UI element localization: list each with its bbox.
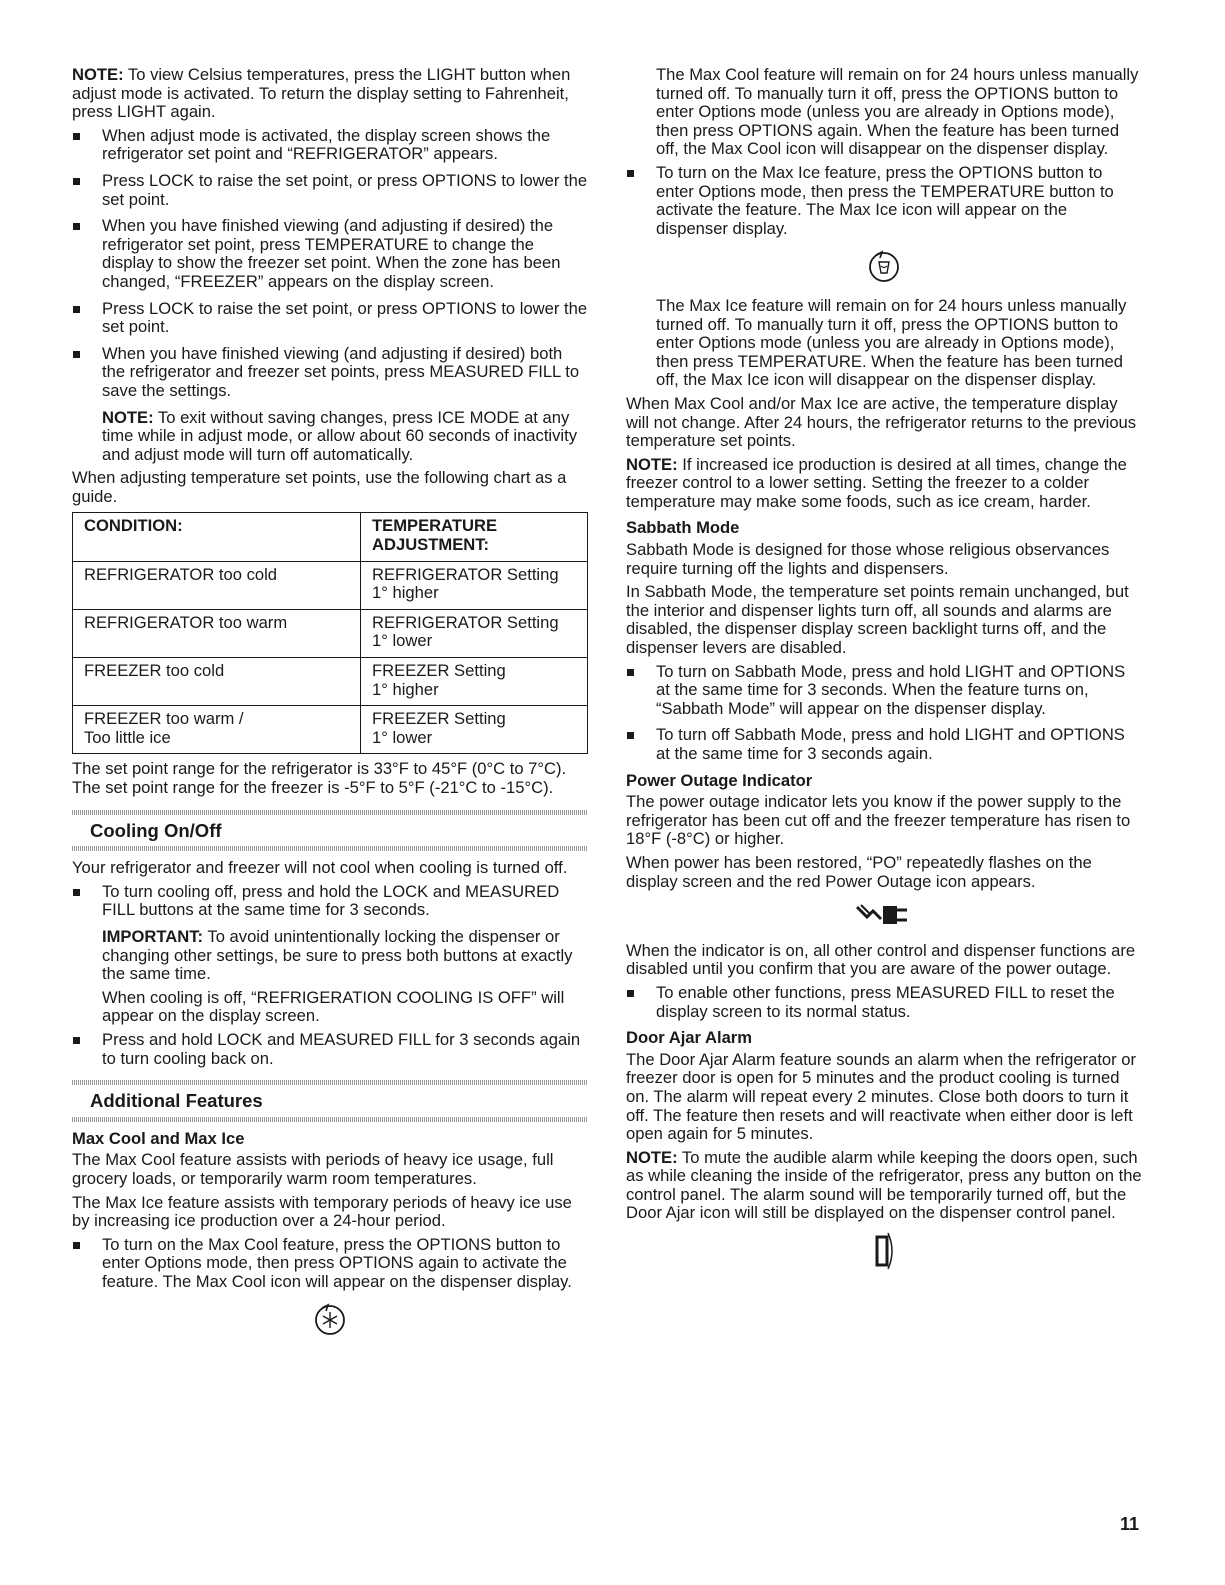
divider — [72, 846, 588, 851]
left-column — [72, 66, 588, 1350]
temperature-table — [72, 512, 588, 754]
cooling-off-text: When cooling is off, “REFRIGERATION COOLING IS OFF” will appear on the display screen. — [102, 987, 565, 1026]
note-mute: NOTE: To mute the audible alarm while keeping the doors open, such as while cleaning the inside of the refrigerator, press any button on the control panel. The alarm sound will be temporarily turned off, but the Door Ajar icon will still be displayed on the dispenser control panel. — [626, 1147, 1142, 1223]
bullet-adjust-mode: When adjust mode is activated, the display screen shows the refrigerator set point and “REFRIGERATOR” appears. — [72, 127, 588, 164]
bullet-maxcool-on: To turn on the Max Cool feature, press the OPTIONS button to enter Options mode, then press OPTIONS again to activate the feature. The Max Cool icon will appear on the dispenser display. — [72, 1236, 588, 1292]
bullet-maxice-on: To turn on the Max Ice feature, press the OPTIONS button to enter Options mode, then press the TEMPERATURE button to activate the feature. The Max Ice icon will appear on the dispenser display. — [626, 164, 1142, 238]
maxcool-remain: The Max Cool feature will remain on for 24 hours unless manually turned off. To manually turn it off, press the OPTIONS button to enter Options mode (unless you are already in Options mode), then press OPTIONS again. When the feature has been turned off, the Max Cool icon will disappear on the dispenser display. — [656, 65, 1139, 159]
bullet-cooling-on: Press and hold LOCK and MEASURED FILL for 3 seconds again to turn cooling back on. — [72, 1031, 588, 1068]
bullet-lock-raise: Press LOCK to raise the set point, or press OPTIONS to lower the set point. — [72, 172, 588, 209]
bullet-cooling-off: To turn cooling off, press and hold the LOCK and MEASURED FILL buttons at the same time for 3 seconds. — [72, 883, 588, 920]
maxcool-desc: The Max Cool feature assists with periods of heavy ice usage, full grocery loads, or temporarily warm room temperatures. — [72, 1150, 554, 1188]
range-text: The set point range for the refrigerator is 33°F to 45°F (0°C to 7°C). The set point range for the freezer is -5°F to 5°F (-21°C to -15°C). — [72, 759, 567, 797]
maxice-desc: The Max Ice feature assists with temporary periods of heavy ice use by increasing ice production over a 24-hour period. — [72, 1192, 572, 1231]
note-ice-production: NOTE: If increased ice production is desired at all times, change the freezer control to a lower setting. Setting the freezer to a colder temperature may make some foods, such as ice cream, harder. — [626, 454, 1127, 511]
note-exit: NOTE: To exit without saving changes, press ICE MODE at any time while in adjust mode, or allow about 60 seconds of inactivity and adjust mode will turn off automatically. — [102, 407, 578, 464]
header-condition: CONDITION: — [73, 513, 361, 561]
heading-maxcool: Max Cool and Max Ice — [72, 1128, 245, 1148]
bullet-measured-fill: To enable other functions, press MEASURED FILL to reset the display screen to its normal status. — [626, 984, 1142, 1021]
table-cell: FREEZER Setting 1° lower — [361, 706, 588, 754]
heading-door-ajar: Door Ajar Alarm — [626, 1028, 753, 1048]
divider — [72, 1117, 588, 1122]
table-cell: REFRIGERATOR too cold — [73, 561, 361, 609]
section-title-additional: Additional Features — [90, 1090, 263, 1112]
table-cell: FREEZER too warm / Too little ice — [73, 706, 361, 754]
important-note: IMPORTANT: To avoid unintentionally locking the dispenser or changing other settings, be sure to press both buttons at exactly the same time. — [102, 926, 573, 984]
max-cool-icon — [72, 1299, 588, 1344]
section-additional — [72, 1080, 588, 1122]
section-title-cooling: Cooling On/Off — [90, 819, 222, 841]
note-celsius: NOTE: To view Celsius temperatures, press the LIGHT button when adjust mode is activated. To return the display setting to Fahrenheit, press LIGHT again. — [72, 65, 571, 122]
door-desc: The Door Ajar Alarm feature sounds an alarm when the refrigerator or freezer door is open for 5 minutes and the product cooling is turned on. The alarm will repeat every 2 minutes. Close both doors to turn it off. The feature then resets and will reactivate when either door is left open again for 5 minutes. — [626, 1049, 1137, 1144]
page-number: 11 — [1119, 1514, 1139, 1534]
power-outage-icon — [626, 897, 1142, 936]
active-text: When Max Cool and/or Max Ice are active, the temperature display will not change. After 24 hours, the refrigerator returns to the previous temperature set points. — [626, 393, 1137, 451]
bullet-lock-raise-freezer: Press LOCK to raise the set point, or press OPTIONS to lower the set point. — [72, 300, 588, 337]
bullet-finish-refrigerator: When you have finished viewing (and adjusting if desired) the refrigerator set point, press TEMPERATURE to change the display to show the freezer set point. When the zone has been changed, “FREEZER” appears on the display screen. — [72, 217, 588, 291]
table-cell: REFRIGERATOR Setting 1° lower — [361, 609, 588, 657]
cooling-intro: Your refrigerator and freezer will not cool when cooling is turned off. — [72, 858, 568, 878]
table-row — [73, 561, 588, 609]
table-row — [73, 658, 588, 706]
table-row — [73, 706, 588, 754]
sabbath-desc-1: Sabbath Mode is designed for those whose religious observances require turning off the lights and dispensers. — [626, 540, 1110, 578]
chart-intro: When adjusting temperature set points, use the following chart as a guide. — [72, 468, 567, 506]
table-cell: FREEZER too cold — [73, 658, 361, 706]
heading-sabbath: Sabbath Mode — [626, 518, 740, 538]
bullet-sabbath-on: To turn on Sabbath Mode, press and hold LIGHT and OPTIONS at the same time for 3 seconds. When the feature turns on, “Sabbath Mode” will appear on the dispenser display. — [626, 663, 1142, 719]
maxice-remain: The Max Ice feature will remain on for 24 hours unless manually turned off. To manually turn it off, press the OPTIONS button to enter Options mode (unless you are already in Options mode), then press TEMPERATURE. When the feature has been turned off, the Max Ice icon will disappear on the dispenser display. — [656, 295, 1127, 390]
bullet-save-settings: When you have finished viewing (and adjusting if desired) both the refrigerator and freezer set points, press MEASURED FILL to save the settings. — [72, 345, 588, 401]
power-desc-1: The power outage indicator lets you know if the power supply to the refrigerator has been cut off and the freezer temperature has risen to 18°F (-8°C) or higher. — [626, 792, 1131, 849]
door-ajar-icon — [626, 1229, 1142, 1278]
max-ice-icon — [626, 246, 1142, 291]
table-header-row — [73, 513, 588, 561]
heading-power-outage: Power Outage Indicator — [626, 770, 813, 790]
power-desc-3: When the indicator is on, all other control and dispenser functions are disabled until you confirm that you are aware of the power outage. — [626, 940, 1136, 979]
table-cell: FREEZER Setting 1° higher — [361, 658, 588, 706]
table-row — [73, 609, 588, 657]
bullet-sabbath-off: To turn off Sabbath Mode, press and hold LIGHT and OPTIONS at the same time for 3 seconds again. — [626, 726, 1142, 763]
power-desc-2: When power has been restored, “PO” repeatedly flashes on the display screen and the red Power Outage icon appears. — [626, 852, 1092, 891]
sabbath-desc-2: In Sabbath Mode, the temperature set points remain unchanged, but the interior and dispenser lights turn off, all sounds and alarms are disabled, the dispenser display screen backlight turns off, and the dispenser levers are disabled. — [626, 582, 1129, 658]
table-cell: REFRIGERATOR too warm — [73, 609, 361, 657]
table-cell: REFRIGERATOR Setting 1° higher — [361, 561, 588, 609]
header-adjustment: TEMPERATURE ADJUSTMENT: — [361, 513, 588, 561]
section-cooling — [72, 810, 588, 852]
right-column — [626, 66, 1142, 1284]
